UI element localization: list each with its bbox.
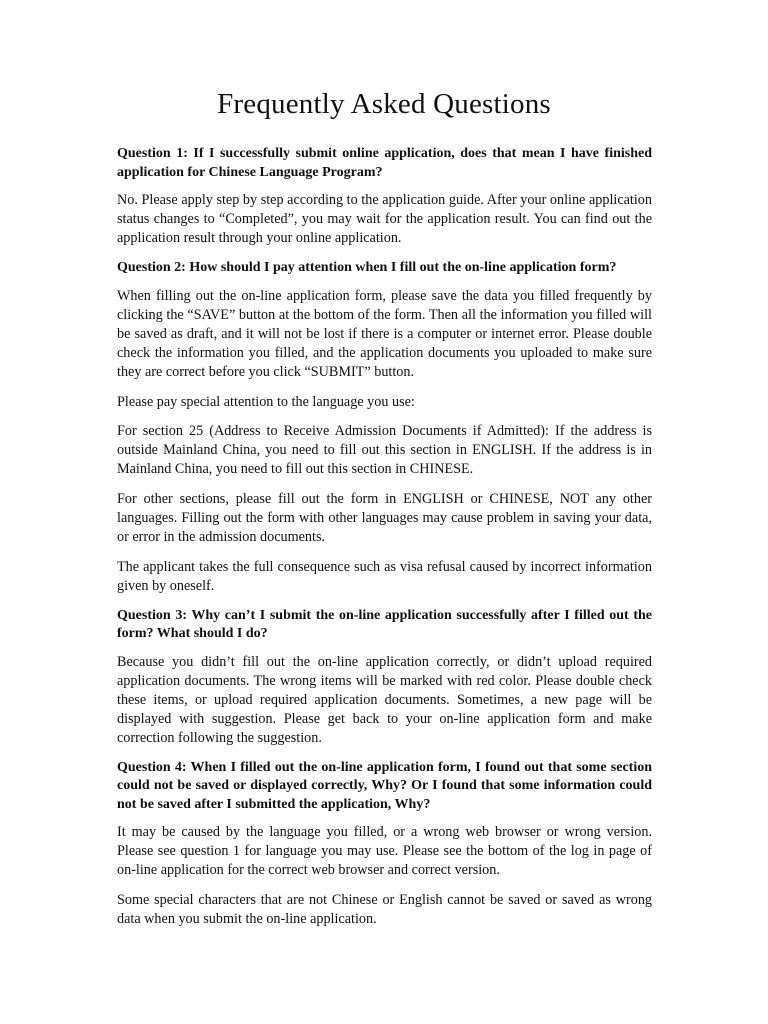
answer-4-paragraph-1: It may be caused by the language you filled, or a wrong web browser or wrong version. Please see question 1 for language you may use. Please see the bottom of the log in page of on-line application for the correct web browser and correct version. [117, 824, 652, 878]
question-1: Question 1: If I successfully submit online application, does that mean I have finished application for Chinese Language Program? [117, 146, 652, 180]
answer-4-paragraph-2: Some special characters that are not Chinese or English cannot be saved or saved as wrong data when you submit the on-line application. [117, 892, 652, 927]
question-3: Question 3: Why can’t I submit the on-line application successfully after I filled out the form? What should I do? [117, 607, 652, 641]
question-2: Question 2: How should I pay attention when I fill out the on-line application form? [117, 260, 617, 275]
faq-section-4 [117, 759, 652, 930]
answer-2-paragraph-4: For other sections, please fill out the form in ENGLISH or CHINESE, NOT any other languages. Filling out the form with other languages may cause problem in saving your data, or error in the admission documents. [117, 490, 652, 545]
question-4: Question 4: When I filled out the on-line application form, I found out that some section could not be saved or displayed correctly, Why? Or I found that some information could not be saved after I submitted the application, Why? [117, 759, 652, 812]
faq-section-3 [117, 607, 652, 748]
faq-content [117, 145, 652, 940]
answer-2-paragraph-5: The applicant takes the full consequence such as visa refusal caused by incorrect information given by oneself. [117, 558, 652, 594]
faq-section-2 [117, 259, 652, 596]
answer-2-paragraph-2: Please pay special attention to the language you use: [117, 393, 415, 410]
faq-section-1 [117, 145, 652, 248]
page-title: Frequently Asked Questions [217, 88, 551, 120]
answer-2-paragraph-3: For section 25 (Address to Receive Admission Documents if Admitted): If the address is outside Mainland China, you need to fill out this section in ENGLISH. If the address is in Mainland China, you need to fill out this section in CHINESE. [117, 422, 652, 477]
answer-1-paragraph-1: No. Please apply step by step according to the application guide. After your online application status changes to “Completed”, you may wait for the application result. You can find out the application result through your online application. [117, 192, 652, 246]
answer-2-paragraph-1: When filling out the on-line application form, please save the data you filled frequently by clicking the “SAVE” button at the bottom of the form. Then all the information you filled will be saved as draft, and it will not be lost if there is a computer or internet error. Please double check the information you filled, and the application documents you uploaded to make sure they are correct before you click “SUBMIT” button. [117, 287, 652, 380]
answer-3-paragraph-1: Because you didn’t fill out the on-line application correctly, or didn’t upload required application documents. The wrong items will be marked with red color. Please double check these items, or upload required application documents. Sometimes, a new page will be displayed with suggestion. Please get back to your on-line application form and make correction following the suggestion. [117, 653, 652, 746]
